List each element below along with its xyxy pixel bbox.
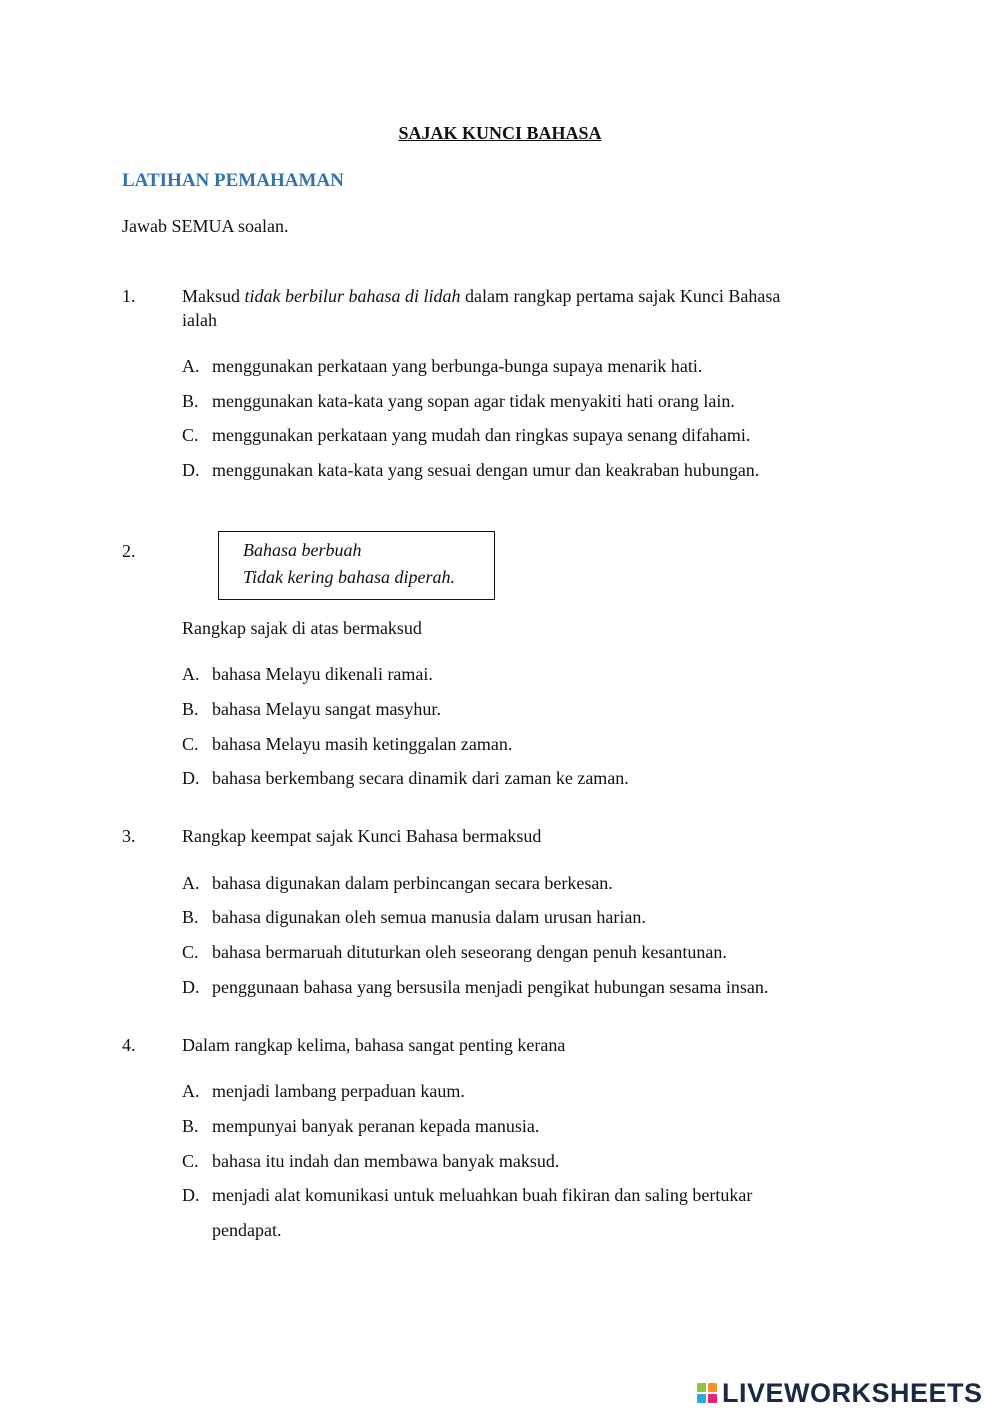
option-text: bahasa digunakan oleh semua manusia dalam urusan harian.: [212, 907, 646, 927]
option-text: bahasa bermaruah dituturkan oleh seseorang dengan penuh kesantunan.: [212, 942, 727, 962]
question-text-part: dalam rangkap pertama sajak Kunci Bahasa: [460, 286, 781, 306]
option-letter: B.: [182, 699, 199, 719]
option-text: menjadi lambang perpaduan kaum.: [212, 1081, 465, 1101]
instruction-text: Jawab SEMUA soalan.: [122, 216, 289, 236]
option-text-line2: pendapat.: [212, 1220, 282, 1240]
option-letter: A.: [182, 356, 200, 376]
question-number: 2.: [122, 541, 136, 561]
question-text: Rangkap sajak di atas bermaksud: [182, 618, 422, 638]
option-text: penggunaan bahasa yang bersusila menjadi pengikat hubungan sesama insan.: [212, 977, 769, 997]
poem-line: Bahasa berbuah: [243, 540, 362, 560]
question-number: 1.: [122, 286, 136, 306]
option-letter: D.: [182, 977, 200, 997]
option-letter: B.: [182, 1116, 199, 1136]
option-text: menjadi alat komunikasi untuk meluahkan buah fikiran dan saling bertukar: [212, 1185, 753, 1205]
liveworksheets-logo: [697, 1378, 983, 1408]
option-letter: B.: [182, 907, 199, 927]
option-letter: A.: [182, 873, 200, 893]
option-letter: A.: [182, 664, 200, 684]
option-letter: B.: [182, 391, 199, 411]
logo-text: LIVEWORKSHEETS: [722, 1377, 983, 1408]
option-text: bahasa Melayu masih ketinggalan zaman.: [212, 734, 513, 754]
option-letter: C.: [182, 1151, 199, 1171]
option-text: menggunakan perkataan yang mudah dan ringkas supaya senang difahami.: [212, 425, 751, 445]
option-text: bahasa Melayu sangat masyhur.: [212, 699, 441, 719]
option-letter: C.: [182, 425, 199, 445]
option-letter: D.: [182, 460, 200, 480]
poem-box: [218, 531, 495, 600]
option-text: bahasa Melayu dikenali ramai.: [212, 664, 433, 684]
option-text: menggunakan kata-kata yang sesuai dengan umur dan keakraban hubungan.: [212, 460, 760, 480]
option-text: bahasa berkembang secara dinamik dari zaman ke zaman.: [212, 768, 629, 788]
option-letter: C.: [182, 734, 199, 754]
option-text: menggunakan perkataan yang berbunga-bunga supaya menarik hati.: [212, 356, 703, 376]
section-heading: LATIHAN PEMAHAMAN: [122, 170, 344, 191]
question-text: [182, 286, 780, 308]
question-text: Rangkap keempat sajak Kunci Bahasa bermaksud: [182, 826, 542, 846]
page-title: SAJAK KUNCI BAHASA: [398, 123, 602, 143]
logo-square: [697, 1383, 706, 1392]
question-text-italic: tidak berbilur bahasa di lidah: [244, 286, 461, 306]
question-text-line2: ialah: [182, 310, 217, 330]
option-text: menggunakan kata-kata yang sopan agar tidak menyakiti hati orang lain.: [212, 391, 735, 411]
option-letter: D.: [182, 1185, 200, 1205]
option-letter: C.: [182, 942, 199, 962]
logo-square: [697, 1394, 706, 1403]
logo-grid-icon: [697, 1383, 717, 1403]
option-letter: D.: [182, 768, 200, 788]
option-text: bahasa itu indah dan membawa banyak maksud.: [212, 1151, 560, 1171]
question-number: 3.: [122, 826, 136, 846]
poem-line: Tidak kering bahasa diperah.: [243, 567, 455, 587]
question-number: 4.: [122, 1035, 136, 1055]
option-text: mempunyai banyak peranan kepada manusia.: [212, 1116, 540, 1136]
logo-square: [708, 1394, 717, 1403]
option-letter: A.: [182, 1081, 200, 1101]
question-text: Dalam rangkap kelima, bahasa sangat penting kerana: [182, 1035, 566, 1055]
option-text: bahasa digunakan dalam perbincangan secara berkesan.: [212, 873, 613, 893]
logo-square: [708, 1383, 717, 1392]
question-text-part: Maksud: [182, 286, 245, 306]
